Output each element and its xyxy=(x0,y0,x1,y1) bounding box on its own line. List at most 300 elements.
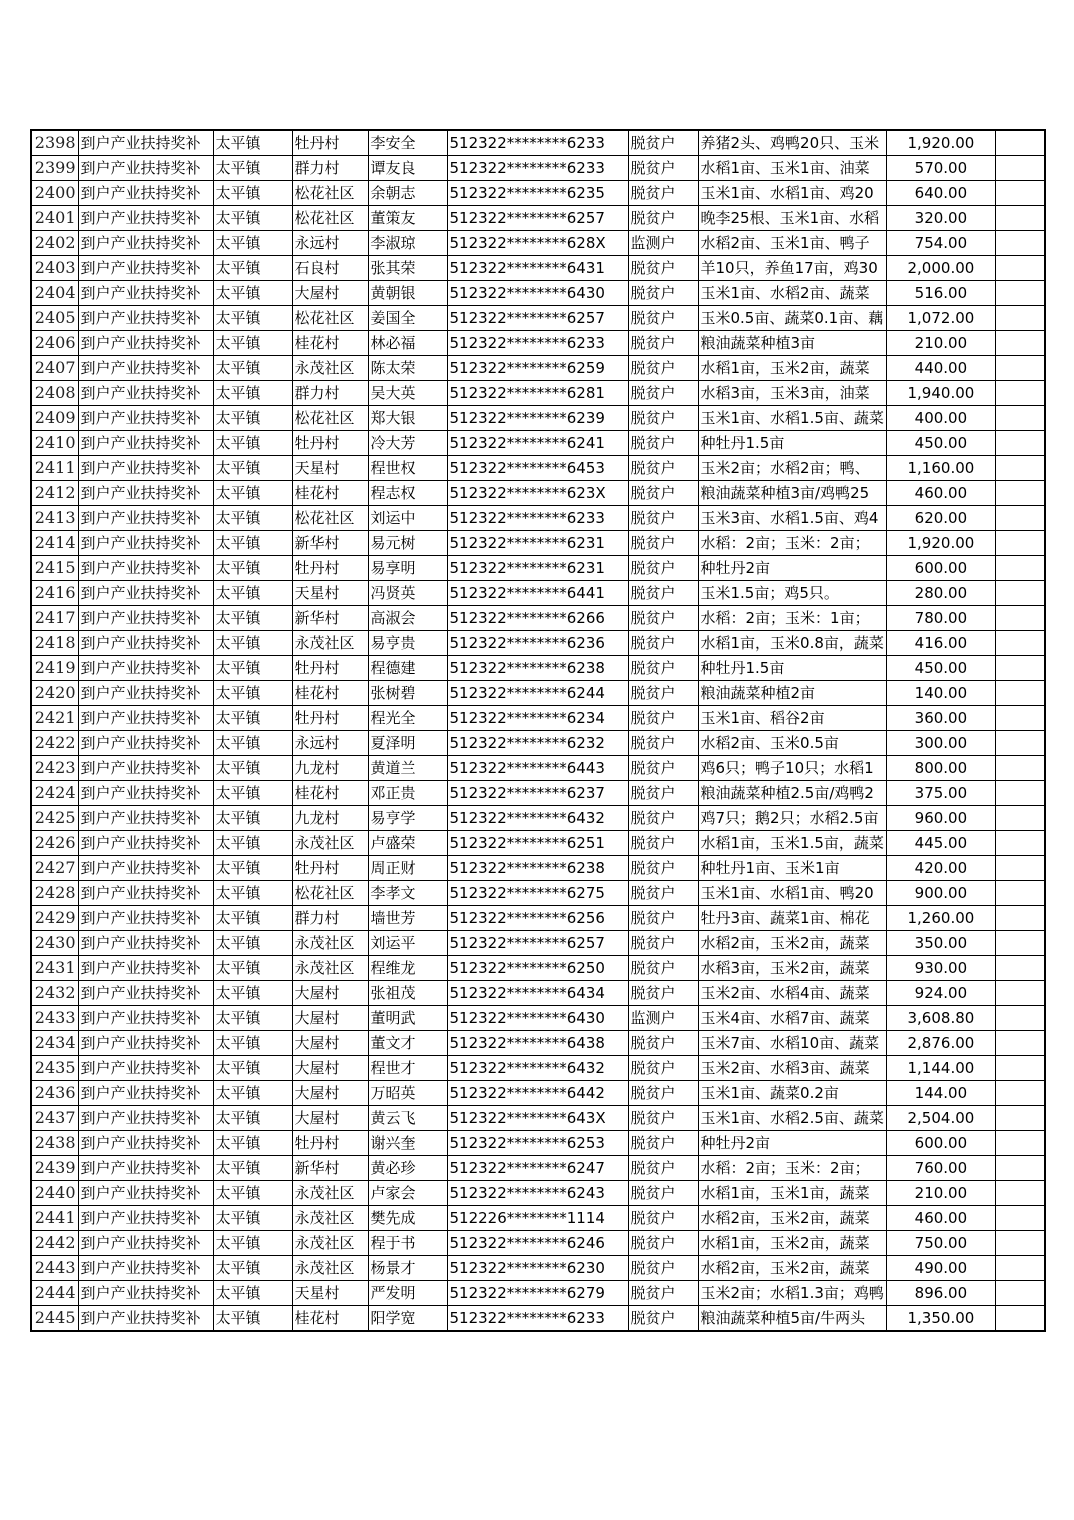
id-number-cell: 512322********6233 xyxy=(447,331,628,356)
household-type-cell: 脱贫户 xyxy=(628,781,698,806)
row-number: 2411 xyxy=(31,456,78,481)
industry-description-cell: 玉米2亩、水稻3亩、蔬菜 xyxy=(698,1056,886,1081)
industry-description-cell: 水稻：2亩；玉米：1亩； xyxy=(698,606,886,631)
table-row xyxy=(31,731,1045,756)
name-cell: 刘运中 xyxy=(368,506,447,531)
household-type-cell: 脱贫户 xyxy=(628,856,698,881)
amount-cell: 1,920.00 xyxy=(886,531,995,556)
town-cell: 太平镇 xyxy=(213,656,292,681)
town-cell: 太平镇 xyxy=(213,756,292,781)
amount-cell: 960.00 xyxy=(886,806,995,831)
amount-cell: 460.00 xyxy=(886,481,995,506)
row-number: 2434 xyxy=(31,1031,78,1056)
row-number: 2445 xyxy=(31,1306,78,1332)
row-number: 2428 xyxy=(31,881,78,906)
household-type-cell: 监测户 xyxy=(628,231,698,256)
row-number: 2404 xyxy=(31,281,78,306)
note-cell xyxy=(995,806,1045,831)
industry-description-cell: 晚李25根、玉米1亩、水稻 xyxy=(698,206,886,231)
industry-description-cell: 玉米7亩、水稻10亩、蔬菜 xyxy=(698,1031,886,1056)
village-cell: 牡丹村 xyxy=(292,1131,368,1156)
table-row xyxy=(31,1006,1045,1031)
amount-cell: 760.00 xyxy=(886,1156,995,1181)
town-cell: 太平镇 xyxy=(213,1131,292,1156)
table-row xyxy=(31,756,1045,781)
row-number: 2429 xyxy=(31,906,78,931)
project-cell: 到户产业扶持奖补 xyxy=(78,1031,213,1056)
village-cell: 群力村 xyxy=(292,906,368,931)
name-cell: 卢盛荣 xyxy=(368,831,447,856)
industry-description-cell: 种牡丹1.5亩 xyxy=(698,656,886,681)
household-type-cell: 脱贫户 xyxy=(628,1281,698,1306)
id-number-cell: 512322********6233 xyxy=(447,156,628,181)
id-number-cell: 512322********6233 xyxy=(447,506,628,531)
village-cell: 永茂社区 xyxy=(292,931,368,956)
table-row xyxy=(31,181,1045,206)
note-cell xyxy=(995,656,1045,681)
town-cell: 太平镇 xyxy=(213,281,292,306)
project-cell: 到户产业扶持奖补 xyxy=(78,1206,213,1231)
id-number-cell: 512322********6238 xyxy=(447,856,628,881)
industry-description-cell: 玉米2亩；水稻2亩；鸭、 xyxy=(698,456,886,481)
amount-cell: 900.00 xyxy=(886,881,995,906)
town-cell: 太平镇 xyxy=(213,606,292,631)
household-type-cell: 脱贫户 xyxy=(628,1056,698,1081)
industry-description-cell: 水稻3亩，玉米3亩，油菜 xyxy=(698,381,886,406)
village-cell: 桂花村 xyxy=(292,331,368,356)
table-row xyxy=(31,506,1045,531)
industry-description-cell: 粮油蔬菜种植3亩/鸡鸭25 xyxy=(698,481,886,506)
note-cell xyxy=(995,706,1045,731)
row-number: 2427 xyxy=(31,856,78,881)
note-cell xyxy=(995,431,1045,456)
project-cell: 到户产业扶持奖补 xyxy=(78,1281,213,1306)
household-type-cell: 脱贫户 xyxy=(628,356,698,381)
table-row xyxy=(31,331,1045,356)
name-cell: 墙世芳 xyxy=(368,906,447,931)
table-row xyxy=(31,1156,1045,1181)
amount-cell: 140.00 xyxy=(886,681,995,706)
note-cell xyxy=(995,681,1045,706)
name-cell: 夏泽明 xyxy=(368,731,447,756)
row-number: 2405 xyxy=(31,306,78,331)
row-number: 2400 xyxy=(31,181,78,206)
project-cell: 到户产业扶持奖补 xyxy=(78,281,213,306)
id-number-cell: 512322********6253 xyxy=(447,1131,628,1156)
household-type-cell: 脱贫户 xyxy=(628,881,698,906)
industry-description-cell: 种牡丹1亩、玉米1亩 xyxy=(698,856,886,881)
project-cell: 到户产业扶持奖补 xyxy=(78,306,213,331)
town-cell: 太平镇 xyxy=(213,1256,292,1281)
industry-description-cell: 水稻1亩，玉米1.5亩，蔬菜 xyxy=(698,831,886,856)
row-number: 2413 xyxy=(31,506,78,531)
amount-cell: 375.00 xyxy=(886,781,995,806)
id-number-cell: 512322********6266 xyxy=(447,606,628,631)
industry-description-cell: 种牡丹1.5亩 xyxy=(698,431,886,456)
town-cell: 太平镇 xyxy=(213,1156,292,1181)
industry-description-cell: 鸡7只；鹅2只；水稻2.5亩 xyxy=(698,806,886,831)
industry-description-cell: 羊10只，养鱼17亩，鸡30 xyxy=(698,256,886,281)
note-cell xyxy=(995,831,1045,856)
household-type-cell: 脱贫户 xyxy=(628,481,698,506)
row-number: 2421 xyxy=(31,706,78,731)
industry-description-cell: 养猪2头、鸡鸭20只、玉米 xyxy=(698,130,886,156)
industry-description-cell: 水稻2亩、玉米0.5亩 xyxy=(698,731,886,756)
id-number-cell: 512322********6432 xyxy=(447,1056,628,1081)
amount-cell: 144.00 xyxy=(886,1081,995,1106)
village-cell: 牡丹村 xyxy=(292,130,368,156)
id-number-cell: 512322********6247 xyxy=(447,1156,628,1181)
note-cell xyxy=(995,731,1045,756)
note-cell xyxy=(995,1306,1045,1332)
village-cell: 松花社区 xyxy=(292,306,368,331)
amount-cell: 600.00 xyxy=(886,556,995,581)
amount-cell: 1,940.00 xyxy=(886,381,995,406)
amount-cell: 420.00 xyxy=(886,856,995,881)
table-row xyxy=(31,381,1045,406)
industry-description-cell: 水稻1亩，玉米2亩，蔬菜 xyxy=(698,1231,886,1256)
household-type-cell: 脱贫户 xyxy=(628,256,698,281)
amount-cell: 360.00 xyxy=(886,706,995,731)
town-cell: 太平镇 xyxy=(213,931,292,956)
village-cell: 大屋村 xyxy=(292,1056,368,1081)
table-row xyxy=(31,1131,1045,1156)
amount-cell: 440.00 xyxy=(886,356,995,381)
id-number-cell: 512322********6251 xyxy=(447,831,628,856)
id-number-cell: 512322********643X xyxy=(447,1106,628,1131)
project-cell: 到户产业扶持奖补 xyxy=(78,456,213,481)
town-cell: 太平镇 xyxy=(213,1031,292,1056)
household-type-cell: 脱贫户 xyxy=(628,1131,698,1156)
village-cell: 桂花村 xyxy=(292,781,368,806)
row-number: 2399 xyxy=(31,156,78,181)
id-number-cell: 512322********6233 xyxy=(447,130,628,156)
table-row xyxy=(31,130,1045,156)
id-number-cell: 512322********6443 xyxy=(447,756,628,781)
table-row xyxy=(31,156,1045,181)
amount-cell: 460.00 xyxy=(886,1206,995,1231)
note-cell xyxy=(995,1131,1045,1156)
household-type-cell: 脱贫户 xyxy=(628,1256,698,1281)
row-number: 2409 xyxy=(31,406,78,431)
subsidy-table xyxy=(30,129,1046,1332)
village-cell: 永茂社区 xyxy=(292,831,368,856)
amount-cell: 2,876.00 xyxy=(886,1031,995,1056)
town-cell: 太平镇 xyxy=(213,831,292,856)
row-number: 2416 xyxy=(31,581,78,606)
industry-description-cell: 水稻2亩，玉米2亩，蔬菜 xyxy=(698,1206,886,1231)
id-number-cell: 512322********6275 xyxy=(447,881,628,906)
household-type-cell: 脱贫户 xyxy=(628,1156,698,1181)
project-cell: 到户产业扶持奖补 xyxy=(78,956,213,981)
table-row xyxy=(31,1231,1045,1256)
name-cell: 万昭英 xyxy=(368,1081,447,1106)
town-cell: 太平镇 xyxy=(213,506,292,531)
id-number-cell: 512322********6236 xyxy=(447,631,628,656)
note-cell xyxy=(995,906,1045,931)
row-number: 2425 xyxy=(31,806,78,831)
note-cell xyxy=(995,306,1045,331)
note-cell xyxy=(995,381,1045,406)
id-number-cell: 512322********6241 xyxy=(447,431,628,456)
village-cell: 新华村 xyxy=(292,606,368,631)
industry-description-cell: 玉米2亩、水稻4亩、蔬菜 xyxy=(698,981,886,1006)
name-cell: 高淑会 xyxy=(368,606,447,631)
name-cell: 卢家会 xyxy=(368,1181,447,1206)
project-cell: 到户产业扶持奖补 xyxy=(78,631,213,656)
project-cell: 到户产业扶持奖补 xyxy=(78,731,213,756)
note-cell xyxy=(995,881,1045,906)
household-type-cell: 脱贫户 xyxy=(628,556,698,581)
table-row xyxy=(31,231,1045,256)
row-number: 2437 xyxy=(31,1106,78,1131)
household-type-cell: 脱贫户 xyxy=(628,931,698,956)
table-row xyxy=(31,531,1045,556)
row-number: 2444 xyxy=(31,1281,78,1306)
town-cell: 太平镇 xyxy=(213,531,292,556)
row-number: 2414 xyxy=(31,531,78,556)
note-cell xyxy=(995,856,1045,881)
row-number: 2436 xyxy=(31,1081,78,1106)
village-cell: 大屋村 xyxy=(292,281,368,306)
village-cell: 大屋村 xyxy=(292,1106,368,1131)
row-number: 2424 xyxy=(31,781,78,806)
name-cell: 黄云飞 xyxy=(368,1106,447,1131)
amount-cell: 490.00 xyxy=(886,1256,995,1281)
id-number-cell: 512322********6259 xyxy=(447,356,628,381)
row-number: 2435 xyxy=(31,1056,78,1081)
village-cell: 天星村 xyxy=(292,456,368,481)
project-cell: 到户产业扶持奖补 xyxy=(78,781,213,806)
note-cell xyxy=(995,1256,1045,1281)
row-number: 2433 xyxy=(31,1006,78,1031)
row-number: 2439 xyxy=(31,1156,78,1181)
table-row xyxy=(31,581,1045,606)
industry-description-cell: 水稻2亩、玉米1亩、鸭子 xyxy=(698,231,886,256)
industry-description-cell: 种牡丹2亩 xyxy=(698,556,886,581)
town-cell: 太平镇 xyxy=(213,1006,292,1031)
industry-description-cell: 玉米3亩、水稻1.5亩、鸡4 xyxy=(698,506,886,531)
project-cell: 到户产业扶持奖补 xyxy=(78,1131,213,1156)
note-cell xyxy=(995,1156,1045,1181)
household-type-cell: 脱贫户 xyxy=(628,831,698,856)
name-cell: 严发明 xyxy=(368,1281,447,1306)
id-number-cell: 512322********6279 xyxy=(447,1281,628,1306)
note-cell xyxy=(995,1081,1045,1106)
note-cell xyxy=(995,356,1045,381)
household-type-cell: 脱贫户 xyxy=(628,681,698,706)
note-cell xyxy=(995,506,1045,531)
row-number: 2418 xyxy=(31,631,78,656)
town-cell: 太平镇 xyxy=(213,806,292,831)
name-cell: 董文才 xyxy=(368,1031,447,1056)
table-row xyxy=(31,1306,1045,1332)
project-cell: 到户产业扶持奖补 xyxy=(78,181,213,206)
project-cell: 到户产业扶持奖补 xyxy=(78,1231,213,1256)
industry-description-cell: 水稻1亩，玉米2亩，蔬菜 xyxy=(698,356,886,381)
project-cell: 到户产业扶持奖补 xyxy=(78,981,213,1006)
village-cell: 永茂社区 xyxy=(292,631,368,656)
id-number-cell: 512322********6243 xyxy=(447,1181,628,1206)
note-cell xyxy=(995,531,1045,556)
project-cell: 到户产业扶持奖补 xyxy=(78,1306,213,1332)
town-cell: 太平镇 xyxy=(213,631,292,656)
project-cell: 到户产业扶持奖补 xyxy=(78,1181,213,1206)
row-number: 2403 xyxy=(31,256,78,281)
industry-description-cell: 粮油蔬菜种植2.5亩/鸡鸭2 xyxy=(698,781,886,806)
table-row xyxy=(31,206,1045,231)
village-cell: 牡丹村 xyxy=(292,706,368,731)
name-cell: 谢兴奎 xyxy=(368,1131,447,1156)
note-cell xyxy=(995,781,1045,806)
table-row xyxy=(31,1206,1045,1231)
project-cell: 到户产业扶持奖补 xyxy=(78,806,213,831)
village-cell: 牡丹村 xyxy=(292,556,368,581)
amount-cell: 754.00 xyxy=(886,231,995,256)
table-row xyxy=(31,306,1045,331)
project-cell: 到户产业扶持奖补 xyxy=(78,1156,213,1181)
name-cell: 程德建 xyxy=(368,656,447,681)
amount-cell: 896.00 xyxy=(886,1281,995,1306)
industry-description-cell: 玉米0.5亩、蔬菜0.1亩、藕 xyxy=(698,306,886,331)
project-cell: 到户产业扶持奖补 xyxy=(78,406,213,431)
row-number: 2401 xyxy=(31,206,78,231)
row-number: 2407 xyxy=(31,356,78,381)
name-cell: 张其荣 xyxy=(368,256,447,281)
industry-description-cell: 玉米1亩、蔬菜0.2亩 xyxy=(698,1081,886,1106)
table-row xyxy=(31,256,1045,281)
project-cell: 到户产业扶持奖补 xyxy=(78,881,213,906)
amount-cell: 780.00 xyxy=(886,606,995,631)
town-cell: 太平镇 xyxy=(213,1306,292,1332)
id-number-cell: 512322********6234 xyxy=(447,706,628,731)
village-cell: 永茂社区 xyxy=(292,1256,368,1281)
amount-cell: 400.00 xyxy=(886,406,995,431)
household-type-cell: 脱贫户 xyxy=(628,506,698,531)
table-row xyxy=(31,931,1045,956)
note-cell xyxy=(995,181,1045,206)
household-type-cell: 脱贫户 xyxy=(628,206,698,231)
project-cell: 到户产业扶持奖补 xyxy=(78,706,213,731)
id-number-cell: 512322********6230 xyxy=(447,1256,628,1281)
amount-cell: 210.00 xyxy=(886,331,995,356)
project-cell: 到户产业扶持奖补 xyxy=(78,581,213,606)
industry-description-cell: 种牡丹2亩 xyxy=(698,1131,886,1156)
industry-description-cell: 水稻1亩，玉米0.8亩，蔬菜 xyxy=(698,631,886,656)
village-cell: 永远村 xyxy=(292,231,368,256)
row-number: 2443 xyxy=(31,1256,78,1281)
table-row xyxy=(31,281,1045,306)
note-cell xyxy=(995,931,1045,956)
id-number-cell: 512322********6250 xyxy=(447,956,628,981)
project-cell: 到户产业扶持奖补 xyxy=(78,1056,213,1081)
household-type-cell: 脱贫户 xyxy=(628,1031,698,1056)
amount-cell: 320.00 xyxy=(886,206,995,231)
id-number-cell: 512322********6453 xyxy=(447,456,628,481)
town-cell: 太平镇 xyxy=(213,706,292,731)
id-number-cell: 512322********6432 xyxy=(447,806,628,831)
id-number-cell: 512322********6233 xyxy=(447,1306,628,1332)
industry-description-cell: 牡丹3亩、蔬菜1亩、棉花 xyxy=(698,906,886,931)
table-row xyxy=(31,456,1045,481)
household-type-cell: 脱贫户 xyxy=(628,381,698,406)
town-cell: 太平镇 xyxy=(213,1081,292,1106)
village-cell: 新华村 xyxy=(292,1156,368,1181)
table-row xyxy=(31,1106,1045,1131)
note-cell xyxy=(995,331,1045,356)
town-cell: 太平镇 xyxy=(213,731,292,756)
project-cell: 到户产业扶持奖补 xyxy=(78,681,213,706)
note-cell xyxy=(995,130,1045,156)
town-cell: 太平镇 xyxy=(213,681,292,706)
row-number: 2430 xyxy=(31,931,78,956)
row-number: 2419 xyxy=(31,656,78,681)
row-number: 2431 xyxy=(31,956,78,981)
note-cell xyxy=(995,156,1045,181)
village-cell: 天星村 xyxy=(292,1281,368,1306)
row-number: 2438 xyxy=(31,1131,78,1156)
project-cell: 到户产业扶持奖补 xyxy=(78,556,213,581)
household-type-cell: 监测户 xyxy=(628,1006,698,1031)
village-cell: 牡丹村 xyxy=(292,431,368,456)
town-cell: 太平镇 xyxy=(213,256,292,281)
row-number: 2441 xyxy=(31,1206,78,1231)
village-cell: 大屋村 xyxy=(292,1081,368,1106)
household-type-cell: 脱贫户 xyxy=(628,956,698,981)
village-cell: 新华村 xyxy=(292,531,368,556)
id-number-cell: 512322********6244 xyxy=(447,681,628,706)
table-row xyxy=(31,781,1045,806)
note-cell xyxy=(995,1106,1045,1131)
row-number: 2432 xyxy=(31,981,78,1006)
industry-description-cell: 玉米4亩、水稻7亩、蔬菜 xyxy=(698,1006,886,1031)
id-number-cell: 512322********6235 xyxy=(447,181,628,206)
note-cell xyxy=(995,1231,1045,1256)
table-row xyxy=(31,956,1045,981)
village-cell: 桂花村 xyxy=(292,481,368,506)
amount-cell: 450.00 xyxy=(886,431,995,456)
industry-description-cell: 水稻2亩，玉米2亩，蔬菜 xyxy=(698,1256,886,1281)
amount-cell: 2,504.00 xyxy=(886,1106,995,1131)
town-cell: 太平镇 xyxy=(213,981,292,1006)
name-cell: 程世权 xyxy=(368,456,447,481)
household-type-cell: 脱贫户 xyxy=(628,756,698,781)
village-cell: 永远村 xyxy=(292,731,368,756)
amount-cell: 620.00 xyxy=(886,506,995,531)
industry-description-cell: 水稻：2亩；玉米：2亩； xyxy=(698,531,886,556)
household-type-cell: 脱贫户 xyxy=(628,631,698,656)
village-cell: 松花社区 xyxy=(292,506,368,531)
id-number-cell: 512322********6441 xyxy=(447,581,628,606)
name-cell: 易亨学 xyxy=(368,806,447,831)
name-cell: 周正财 xyxy=(368,856,447,881)
amount-cell: 1,144.00 xyxy=(886,1056,995,1081)
household-type-cell: 脱贫户 xyxy=(628,181,698,206)
note-cell xyxy=(995,481,1045,506)
amount-cell: 930.00 xyxy=(886,956,995,981)
amount-cell: 1,160.00 xyxy=(886,456,995,481)
note-cell xyxy=(995,1281,1045,1306)
id-number-cell: 512322********6256 xyxy=(447,906,628,931)
note-cell xyxy=(995,256,1045,281)
name-cell: 谭友良 xyxy=(368,156,447,181)
town-cell: 太平镇 xyxy=(213,581,292,606)
id-number-cell: 512322********6231 xyxy=(447,531,628,556)
table-row xyxy=(31,1081,1045,1106)
table-row xyxy=(31,1181,1045,1206)
note-cell xyxy=(995,281,1045,306)
note-cell xyxy=(995,1206,1045,1231)
